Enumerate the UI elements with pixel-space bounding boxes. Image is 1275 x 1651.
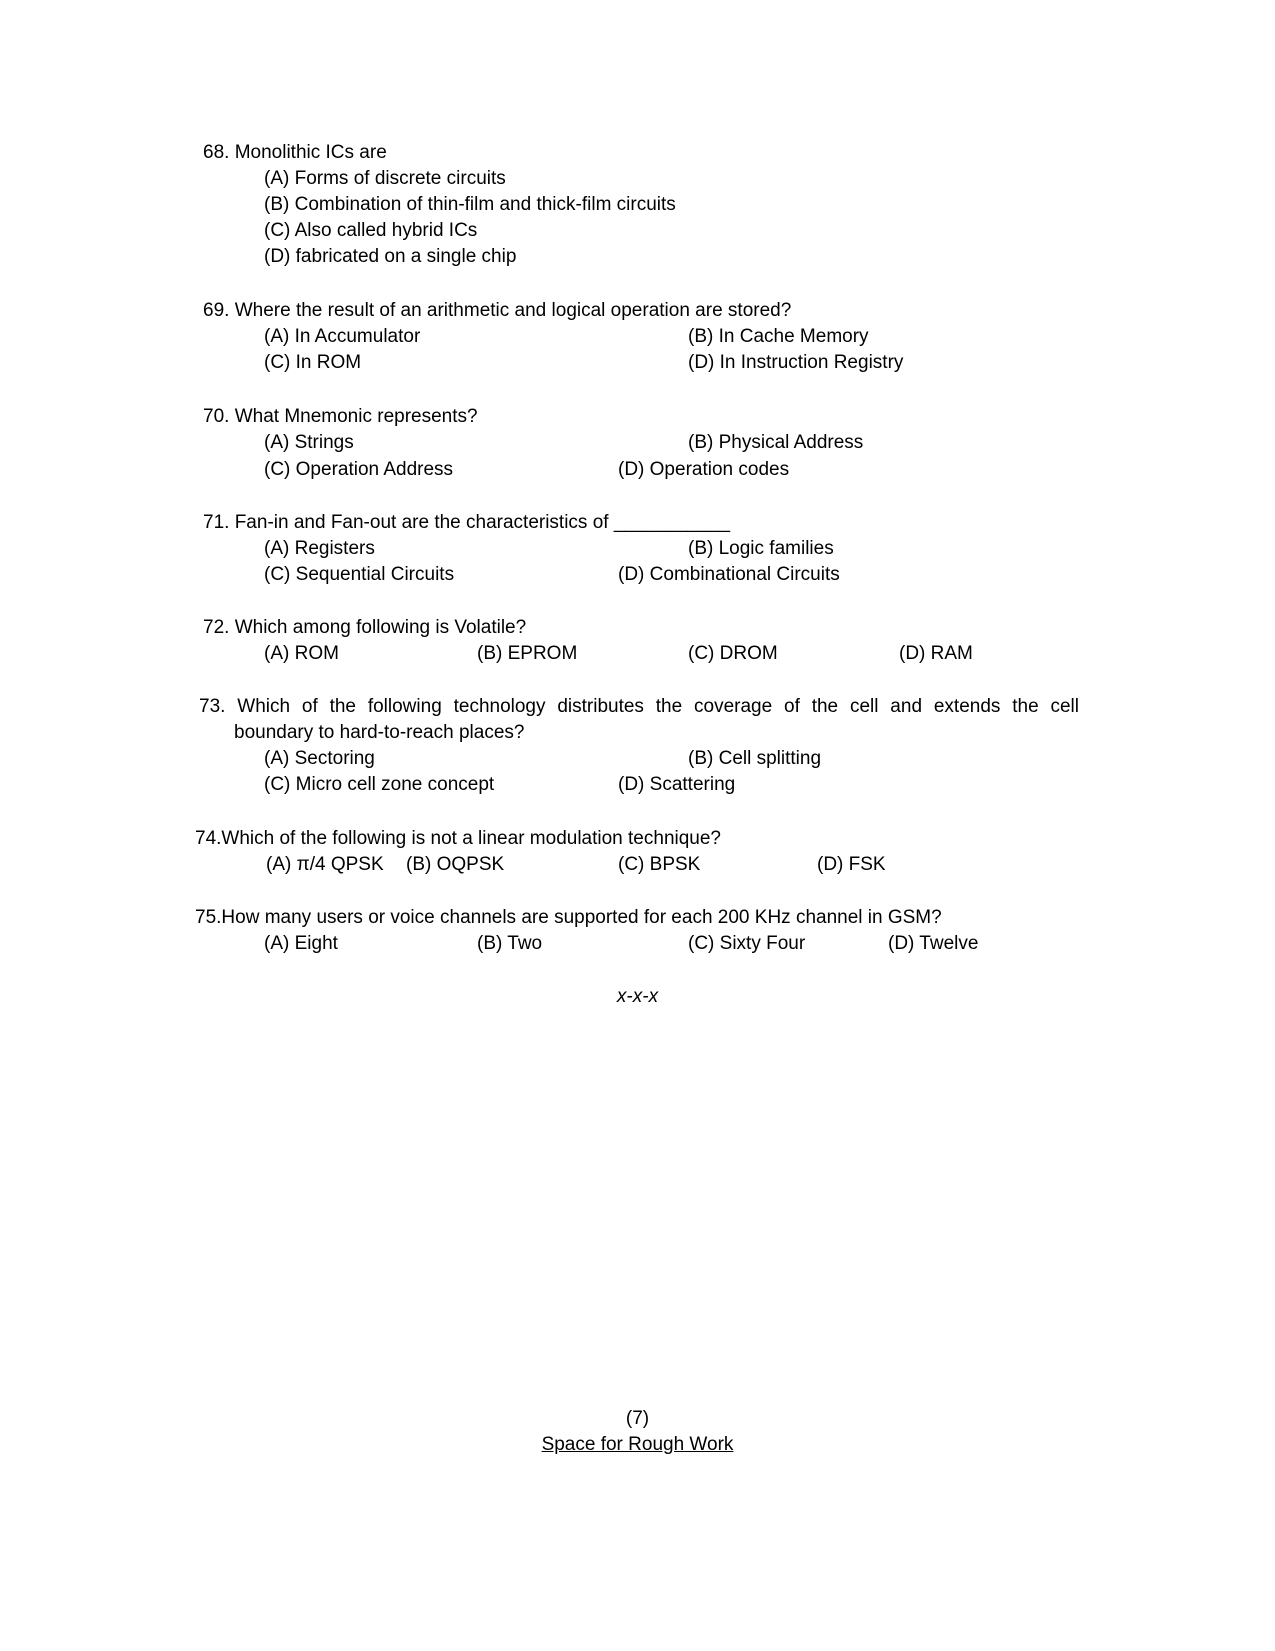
- page-number: (7): [625, 1408, 650, 1429]
- q74-option-c: (C) BPSK: [618, 854, 701, 875]
- question-70-stem: [203, 404, 478, 430]
- q69-option-d: (D) In Instruction Registry: [688, 352, 904, 373]
- question-number: 75.: [195, 907, 222, 928]
- q74-option-a: (A) π/4 QPSK: [266, 854, 384, 875]
- q75-option-d: (D) Twelve: [888, 933, 979, 954]
- question-text: Fan-in and Fan-out are the characteristics of ___________: [234, 512, 731, 533]
- question-number: 72.: [203, 617, 230, 638]
- question-text: Which of the following is not a linear modulation technique?: [221, 828, 721, 849]
- question-73-stem-line1: [199, 694, 1079, 720]
- question-69-stem: [203, 298, 791, 324]
- question-68-stem: [203, 140, 387, 166]
- question-text: Which among following is Volatile?: [234, 617, 527, 638]
- q69-option-b: (B) In Cache Memory: [688, 326, 869, 347]
- rough-work-footer: [0, 1432, 1275, 1458]
- q71-option-b: (B) Logic families: [688, 538, 834, 559]
- q73-option-b: (B) Cell splitting: [688, 748, 822, 769]
- q74-option-d: (D) FSK: [817, 854, 886, 875]
- end-marker: x-x-x: [616, 986, 659, 1007]
- question-text: Monolithic ICs are: [234, 142, 387, 163]
- q68-option-c: (C) Also called hybrid ICs: [264, 220, 478, 241]
- question-75-stem: [195, 905, 942, 931]
- q71-option-c: (C) Sequential Circuits: [264, 564, 455, 585]
- question-text: What Mnemonic represents?: [234, 406, 478, 427]
- question-number: 70.: [203, 406, 230, 427]
- question-number: 74.: [195, 828, 222, 849]
- q68-option-d: (D) fabricated on a single chip: [264, 246, 517, 267]
- q70-option-a: (A) Strings: [264, 432, 354, 453]
- question-text: Where the result of an arithmetic and logical operation are stored?: [234, 300, 792, 321]
- question-text: Which of the following technology distributes the coverage of the cell and extends the cell: [237, 696, 1079, 717]
- q75-option-a: (A) Eight: [264, 933, 338, 954]
- q73-option-c: (C) Micro cell zone concept: [264, 774, 495, 795]
- question-72-stem: [203, 615, 526, 641]
- q70-option-d: (D) Operation codes: [618, 459, 790, 480]
- rough-work-label: Space for Rough Work: [541, 1434, 734, 1455]
- q71-option-a: (A) Registers: [264, 538, 375, 559]
- q69-option-a: (A) In Accumulator: [264, 326, 421, 347]
- q72-option-a: (A) ROM: [264, 643, 339, 664]
- q74-option-b: (B) OQPSK: [406, 854, 505, 875]
- question-73-stem-line2: boundary to hard-to-reach places?: [234, 722, 525, 743]
- q69-option-c: (C) In ROM: [264, 352, 362, 373]
- q75-option-b: (B) Two: [477, 933, 543, 954]
- question-number: 69.: [203, 300, 230, 321]
- q71-option-d: (D) Combinational Circuits: [618, 564, 840, 585]
- q72-option-d: (D) RAM: [899, 643, 973, 664]
- question-74-stem: [195, 826, 721, 852]
- question-text: How many users or voice channels are supported for each 200 KHz channel in GSM?: [221, 907, 942, 928]
- question-number: 73.: [199, 696, 226, 717]
- q70-option-c: (C) Operation Address: [264, 459, 454, 480]
- question-number: 71.: [203, 512, 230, 533]
- q72-option-b: (B) EPROM: [477, 643, 578, 664]
- q73-option-a: (A) Sectoring: [264, 748, 375, 769]
- q70-option-b: (B) Physical Address: [688, 432, 864, 453]
- question-number: 68.: [203, 142, 230, 163]
- q72-option-c: (C) DROM: [688, 643, 778, 664]
- question-71-stem: [203, 510, 730, 536]
- q68-option-b: (B) Combination of thin-film and thick-film circuits: [264, 194, 676, 215]
- q68-option-a: (A) Forms of discrete circuits: [264, 168, 506, 189]
- q75-option-c: (C) Sixty Four: [688, 933, 806, 954]
- q73-option-d: (D) Scattering: [618, 774, 736, 795]
